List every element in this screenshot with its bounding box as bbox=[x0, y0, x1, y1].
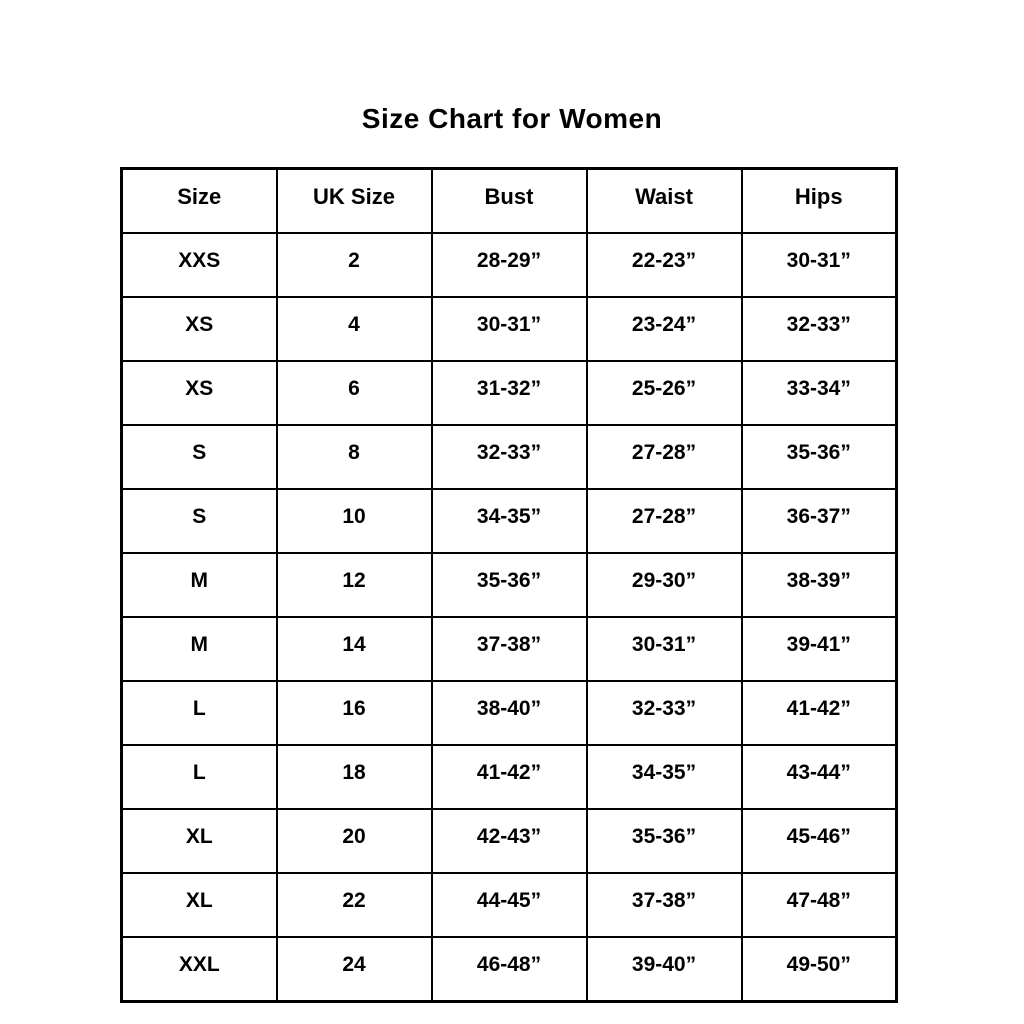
table-cell: 29-30” bbox=[587, 553, 742, 617]
column-header-hips: Hips bbox=[742, 169, 897, 234]
column-header-waist: Waist bbox=[587, 169, 742, 234]
table-cell: 41-42” bbox=[432, 745, 587, 809]
table-row bbox=[122, 937, 897, 1002]
table-cell: 38-40” bbox=[432, 681, 587, 745]
header-row bbox=[122, 169, 897, 234]
table-cell: 34-35” bbox=[432, 489, 587, 553]
table-cell: 49-50” bbox=[742, 937, 897, 1002]
table-row bbox=[122, 361, 897, 425]
table-cell: M bbox=[122, 553, 277, 617]
table-cell: 44-45” bbox=[432, 873, 587, 937]
table-cell: 22-23” bbox=[587, 233, 742, 297]
table-cell: 37-38” bbox=[432, 617, 587, 681]
table-cell: 23-24” bbox=[587, 297, 742, 361]
table-cell: 2 bbox=[277, 233, 432, 297]
table-row bbox=[122, 425, 897, 489]
table-cell: 35-36” bbox=[587, 809, 742, 873]
table-cell: 18 bbox=[277, 745, 432, 809]
table-cell: 14 bbox=[277, 617, 432, 681]
column-header-uk-size: UK Size bbox=[277, 169, 432, 234]
table-cell: XS bbox=[122, 297, 277, 361]
table-cell: 36-37” bbox=[742, 489, 897, 553]
table-cell: 4 bbox=[277, 297, 432, 361]
table-cell: 33-34” bbox=[742, 361, 897, 425]
table-cell: M bbox=[122, 617, 277, 681]
table-cell: S bbox=[122, 425, 277, 489]
table-row bbox=[122, 681, 897, 745]
table-cell: L bbox=[122, 745, 277, 809]
table-cell: S bbox=[122, 489, 277, 553]
table-cell: 32-33” bbox=[742, 297, 897, 361]
table-row bbox=[122, 873, 897, 937]
column-header-bust: Bust bbox=[432, 169, 587, 234]
table-row bbox=[122, 617, 897, 681]
table-cell: 45-46” bbox=[742, 809, 897, 873]
table-row bbox=[122, 809, 897, 873]
size-chart-body bbox=[122, 233, 897, 1002]
table-row bbox=[122, 553, 897, 617]
table-cell: 46-48” bbox=[432, 937, 587, 1002]
table-cell: 37-38” bbox=[587, 873, 742, 937]
table-cell: 38-39” bbox=[742, 553, 897, 617]
table-cell: 30-31” bbox=[432, 297, 587, 361]
table-cell: 35-36” bbox=[432, 553, 587, 617]
table-cell: 27-28” bbox=[587, 425, 742, 489]
table-cell: 16 bbox=[277, 681, 432, 745]
table-row bbox=[122, 297, 897, 361]
table-cell: XL bbox=[122, 809, 277, 873]
table-cell: 27-28” bbox=[587, 489, 742, 553]
table-cell: 41-42” bbox=[742, 681, 897, 745]
table-cell: 20 bbox=[277, 809, 432, 873]
table-cell: XS bbox=[122, 361, 277, 425]
table-cell: 39-41” bbox=[742, 617, 897, 681]
table-cell: 47-48” bbox=[742, 873, 897, 937]
table-cell: 25-26” bbox=[587, 361, 742, 425]
table-cell: XXL bbox=[122, 937, 277, 1002]
table-cell: 30-31” bbox=[742, 233, 897, 297]
table-row bbox=[122, 489, 897, 553]
table-cell: 22 bbox=[277, 873, 432, 937]
table-cell: 43-44” bbox=[742, 745, 897, 809]
table-row bbox=[122, 233, 897, 297]
table-cell: 10 bbox=[277, 489, 432, 553]
size-chart-table bbox=[120, 167, 898, 1003]
table-cell: L bbox=[122, 681, 277, 745]
table-cell: 32-33” bbox=[432, 425, 587, 489]
table-cell: 32-33” bbox=[587, 681, 742, 745]
size-chart-header bbox=[122, 169, 897, 234]
table-cell: 6 bbox=[277, 361, 432, 425]
table-cell: 35-36” bbox=[742, 425, 897, 489]
table-cell: 42-43” bbox=[432, 809, 587, 873]
column-header-size: Size bbox=[122, 169, 277, 234]
page-title: Size Chart for Women bbox=[361, 103, 663, 134]
table-cell: 31-32” bbox=[432, 361, 587, 425]
table-cell: 24 bbox=[277, 937, 432, 1002]
table-cell: 30-31” bbox=[587, 617, 742, 681]
table-cell: 39-40” bbox=[587, 937, 742, 1002]
table-row bbox=[122, 745, 897, 809]
table-cell: 12 bbox=[277, 553, 432, 617]
table-cell: 34-35” bbox=[587, 745, 742, 809]
table-cell: 8 bbox=[277, 425, 432, 489]
table-cell: XXS bbox=[122, 233, 277, 297]
table-cell: 28-29” bbox=[432, 233, 587, 297]
table-cell: XL bbox=[122, 873, 277, 937]
